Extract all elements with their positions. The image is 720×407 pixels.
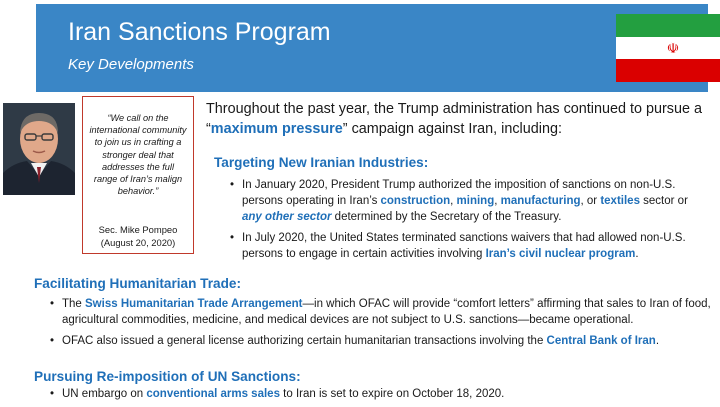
list-item: • The Swiss Humanitarian Trade Arrangement—in which OFAC will provide “comfort letters” affirming that sales to Iran of food, agricultural commodities, medicine, and medical devices are not subject to U.S. sanctions—became operational. bbox=[50, 296, 714, 328]
slide-subtitle: Key Developments bbox=[68, 56, 194, 73]
maximum-pressure-highlight: maximum pressure bbox=[210, 121, 343, 137]
humanitarian-bullets bbox=[50, 296, 714, 354]
targeting-bullets bbox=[230, 177, 708, 267]
quote-date: (August 20, 2020) bbox=[100, 237, 176, 248]
quote-text: “We call on the international community to join us in crafting a stronger deal that addresses the full range of Iran’s malign behavior.” bbox=[89, 113, 187, 197]
list-item: • In January 2020, President Trump authorized the imposition of sanctions on non-U.S. persons operating in Iran’s construction, mining, manufacturing, or textiles sector or any other sector determined by the Secretary of the Treasury. bbox=[230, 177, 708, 225]
list-item: • UN embargo on conventional arms sales to Iran is set to expire on October 18, 2020. bbox=[50, 386, 714, 402]
quote-attribution bbox=[87, 223, 189, 249]
slide-header bbox=[36, 4, 708, 92]
intro-text: Throughout the past year, the Trump administration has continued to pursue a “maximum pressure” campaign against Iran, including: bbox=[206, 101, 702, 137]
quote-author: Sec. Mike Pompeo bbox=[98, 224, 178, 235]
iran-flag-icon bbox=[616, 14, 720, 82]
slide-title: Iran Sanctions Program bbox=[68, 18, 331, 46]
section-heading-humanitarian: Facilitating Humanitarian Trade: bbox=[34, 276, 241, 291]
section-heading-targeting: Targeting New Iranian Industries: bbox=[214, 155, 429, 170]
pompeo-photo bbox=[3, 103, 75, 195]
emblem-icon: ☫ bbox=[666, 39, 680, 56]
list-item: • In July 2020, the United States terminated sanctions waivers that had allowed non-U.S. persons to engage in certain activities involving Iran’s civil nuclear program. bbox=[230, 230, 708, 262]
list-item: • OFAC also issued a general license authorizing certain humanitarian transactions involving the Central Bank of Iran. bbox=[50, 333, 714, 349]
un-bullets bbox=[50, 386, 714, 407]
quote-box bbox=[82, 96, 194, 254]
section-heading-un: Pursuing Re-imposition of UN Sanctions: bbox=[34, 369, 301, 384]
